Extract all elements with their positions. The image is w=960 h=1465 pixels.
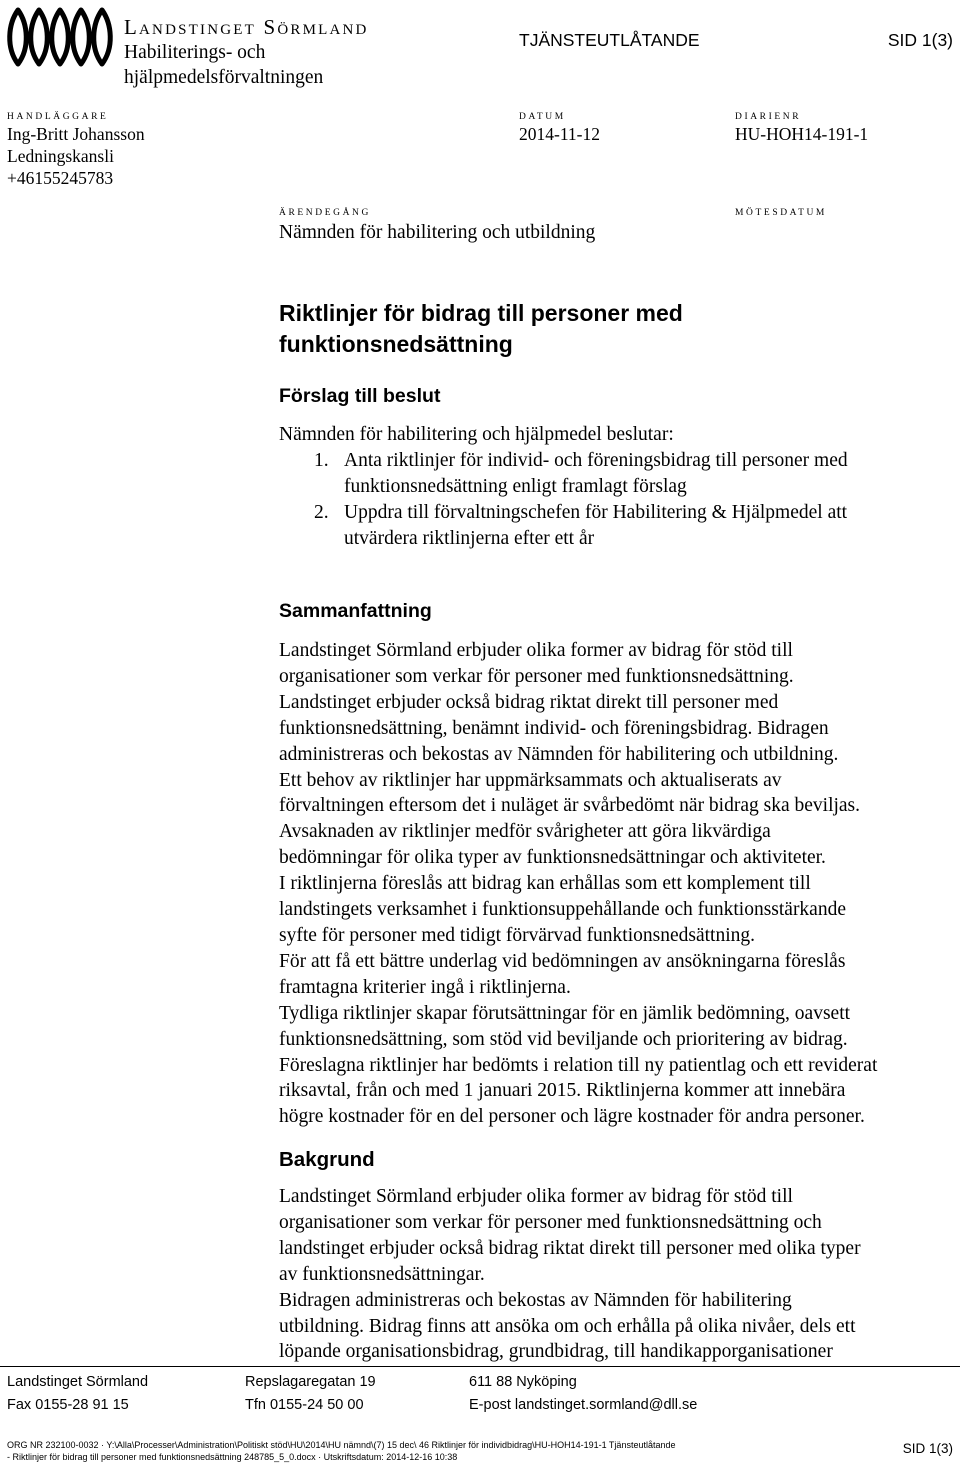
- footer-fax: Fax 0155-28 91 15: [7, 1397, 129, 1413]
- handlaggare-phone: +46155245783: [7, 168, 114, 188]
- summary-line: landstingets verksamhet i funktionsuppehållande och funktionsstärkande: [279, 899, 846, 921]
- summary-line: funktionsnedsättning, som stöd vid beviljande och prioritering av bidrag.: [279, 1028, 848, 1050]
- page-indicator: SID 1(3): [887, 30, 953, 50]
- summary-line: Landstinget erbjuder också bidrag riktat direkt till personer med: [279, 691, 779, 713]
- background-line: landstinget erbjuder också bidrag riktat direkt till personer med olika typer: [279, 1237, 861, 1259]
- background-line: löpande organisationsbidrag, grundbidrag, till handikapporganisationer: [279, 1341, 833, 1363]
- summary-line: administreras och bekostas av Nämnden för habilitering och utbildning.: [279, 743, 839, 765]
- arendegang-label: ÄRENDEGÅNG: [279, 208, 371, 218]
- document-title-line-1: Riktlinjer för bidrag till personer med: [279, 300, 683, 326]
- footer-email: E-post landstinget.sormland@dll.se: [469, 1397, 698, 1413]
- summary-line: För att få ett bättre underlag vid bedömningen av ansökningarna föreslås: [279, 950, 846, 972]
- footer-rule: [0, 1366, 960, 1367]
- summary-heading: Sammanfattning: [279, 600, 432, 622]
- datum-label: DATUM: [519, 112, 566, 122]
- decision-item-2-line-2: utvärdera riktlinjerna efter ett år: [344, 528, 595, 549]
- department-line-2: hjälpmedelsförvaltningen: [124, 67, 324, 88]
- decision-item-2-line-1: Uppdra till förvaltningschefen för Habilitering & Hjälpmedel att: [344, 502, 848, 523]
- footer-street: Repslagaregatan 19: [245, 1374, 376, 1390]
- decision-item-2-number: 2.: [314, 502, 329, 523]
- summary-line: syfte för personer med tidigt förvärvad funktionsnedsättning.: [279, 924, 756, 946]
- decision-intro: Nämnden för habilitering och hjälpmedel beslutar:: [279, 424, 674, 445]
- doc-type: TJÄNSTEUTLÅTANDE: [519, 30, 700, 50]
- footer-fine-print-line-1: ORG NR 232100-0032 · Y:\Alla\Processer\Administration\Politiskt stöd\HU\2014\HU nämnd\(7) 15 dec\ 46 Riktlinjer för individbidrag\HU-HOH14-191-1 Tjänsteutlåtande: [7, 1440, 676, 1450]
- background-line: av funktionsnedsättningar.: [279, 1263, 485, 1285]
- background-line: organisationer som verkar för personer med funktionsnedsättning och: [279, 1211, 822, 1233]
- diarienr-label: DIARIENR: [735, 112, 802, 122]
- background-line: utbildning. Bidrag finns att ansöka om och erhålla på olika nivåer, dels ett: [279, 1315, 856, 1337]
- datum-value: 2014-11-12: [519, 124, 601, 144]
- background-body: [279, 1184, 861, 1365]
- summary-line: Landstinget Sörmland erbjuder olika former av bidrag för stöd till: [279, 640, 793, 661]
- summary-line: Tydliga riktlinjer skapar förutsättningar för en jämlik bedömning, oavsett: [279, 1002, 851, 1024]
- summary-line: framtagna kriterier ingå i riktlinjerna.: [279, 976, 571, 998]
- proposal-heading: Förslag till beslut: [279, 385, 441, 407]
- summary-line: Föreslagna riktlinjer har bedömts i relation till ny patientlag och ett reviderat: [279, 1054, 878, 1076]
- document-title-line-2: funktionsnedsättning: [279, 331, 513, 357]
- summary-line: funktionsnedsättning, benämnt individ- och föreningsbidrag. Bidragen: [279, 717, 829, 739]
- summary-line: Avsaknaden av riktlinjer medför svårigheter att göra likvärdiga: [279, 821, 771, 843]
- decision-item-1-number: 1.: [314, 450, 329, 471]
- decision-item-1-line-2: funktionsnedsättning enligt framlagt förslag: [344, 476, 687, 497]
- summary-line: Ett behov av riktlinjer har uppmärksammats och aktualiserats av: [279, 769, 782, 791]
- tulip-crown-logo-icon: [4, 4, 116, 68]
- department-line-1: Habiliterings- och: [124, 42, 266, 63]
- summary-line: riksavtal, från och med 1 januari 2015. Riktlinjerna kommer att innebära: [279, 1080, 846, 1102]
- summary-body: [279, 638, 877, 1130]
- decision-item-1-line-1: Anta riktlinjer för individ- och föreningsbidrag till personer med: [344, 450, 848, 471]
- summary-line: I riktlinjerna föreslås att bidrag kan erhållas som ett komplement till: [279, 873, 811, 895]
- arendegang-value: Nämnden för habilitering och utbildning: [279, 222, 596, 243]
- diarienr-value: HU-HOH14-191-1: [735, 124, 869, 144]
- handlaggare-unit: Ledningskansli: [7, 146, 114, 166]
- background-line: Landstinget Sörmland erbjuder olika former av bidrag för stöd till: [279, 1186, 793, 1207]
- footer-phone: Tfn 0155-24 50 00: [245, 1397, 364, 1413]
- footer-page-indicator: SID 1(3): [902, 1441, 953, 1456]
- footer-fine-print-line-2: - Riktlinjer för bidrag till personer med funktionsnedsättning 248785_5_0.docx · Utskriftsdatum: 2014-12-16 10:38: [7, 1452, 458, 1462]
- summary-line: högre kostnader för en del personer och lägre kostnader för andra personer.: [279, 1106, 865, 1128]
- motesdatum-label: MÖTESDATUM: [735, 208, 827, 218]
- summary-line: förvaltningen eftersom det i nuläget är svårbedömt när bidrag ska beviljas.: [279, 795, 861, 817]
- summary-line: bedömningar för olika typer av funktionsnedsättningar och aktiviteter.: [279, 847, 826, 869]
- background-heading: Bakgrund: [279, 1148, 375, 1171]
- handlaggare-name: Ing-Britt Johansson: [7, 124, 145, 144]
- summary-line: organisationer som verkar för personer med funktionsnedsättning.: [279, 665, 794, 687]
- handlaggare-label: HANDLÄGGARE: [7, 112, 109, 122]
- footer-postal: 611 88 Nyköping: [469, 1374, 577, 1390]
- org-name: Landstinget Sörmland: [124, 15, 369, 39]
- footer-org: Landstinget Sörmland: [7, 1374, 149, 1390]
- background-line: Bidragen administreras och bekostas av Nämnden för habilitering: [279, 1289, 792, 1311]
